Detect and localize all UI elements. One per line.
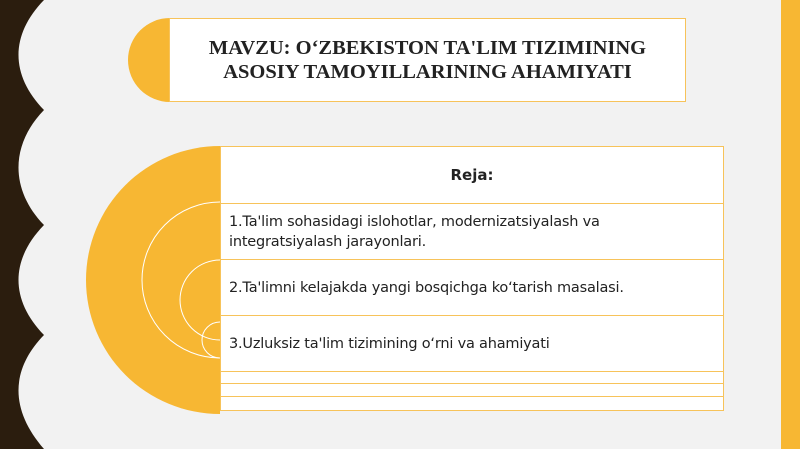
plan-item-3 — [221, 316, 723, 372]
plan-item-1 — [221, 204, 723, 260]
plan-empty-row — [221, 397, 723, 411]
plan-item-text: 3.Uzluksiz ta'lim tizimining o‘rni va ahamiyati — [229, 335, 550, 352]
plan-list — [220, 146, 724, 411]
slide-title: MAVZU: O‘ZBEKISTON TA'LIM TIZIMINING ASOSIY TAMOYILLARINING AHAMIYATI — [208, 37, 647, 83]
right-accent-bar — [781, 0, 800, 449]
concentric-arcs — [60, 146, 230, 414]
plan-empty-row — [221, 384, 723, 397]
decorative-wave — [0, 0, 60, 449]
plan-item-text: 1.Ta'lim sohasidagi islohotlar, modernizatsiyalash va integratsiyalash jarayonlari. — [229, 213, 600, 250]
title-box — [169, 18, 686, 102]
plan-item-text: 2.Ta'limni kelajakda yangi bosqichga ko‘tarish masalasi. — [229, 279, 624, 296]
plan-heading: Reja: — [450, 166, 494, 184]
plan-heading-row — [221, 147, 723, 204]
plan-item-2 — [221, 260, 723, 316]
plan-empty-row — [221, 372, 723, 384]
